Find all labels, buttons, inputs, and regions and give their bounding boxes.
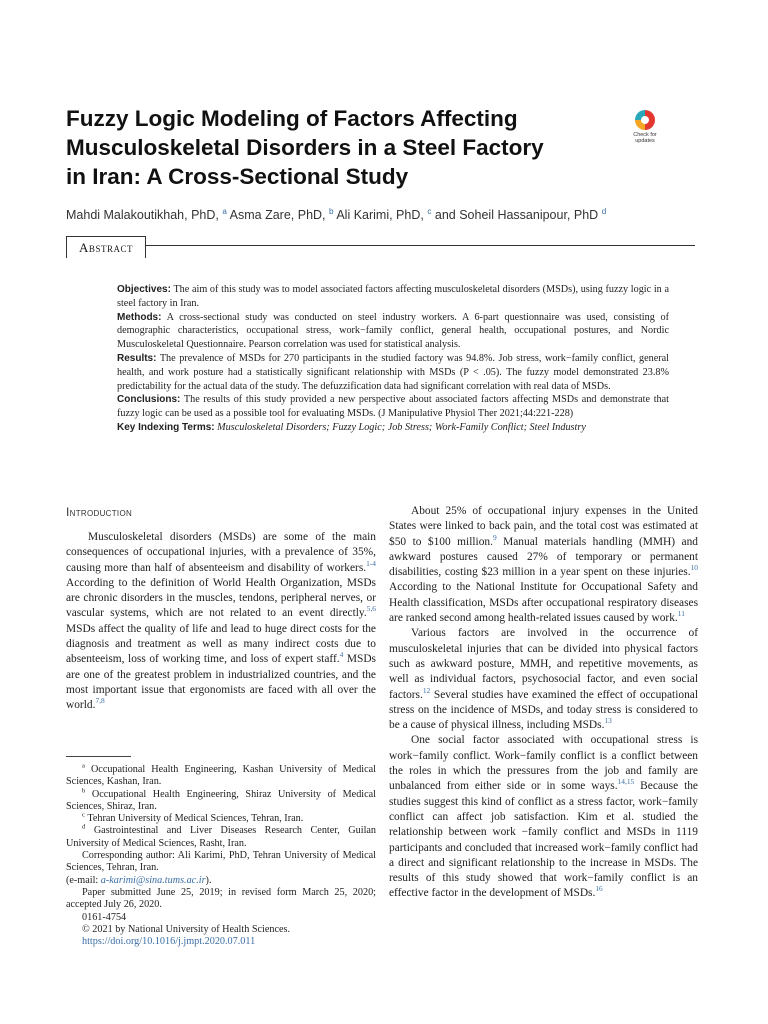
citation-link[interactable]: 13: [604, 716, 612, 726]
affiliation-footnote: $^a$ Occupational Health Engineering, Kashan University of Medical Sciences, Kashan, Iran.: [66, 762, 377, 788]
affiliation-footnote: $^c$ Tehran University of Medical Sciences, Tehran, Iran.: [82, 811, 304, 825]
paragraph: Various factors are involved in the occurrence of musculoskeletal injuries that can be divided into physical factors such as awkward posture, MMH, and repetitive movements, as well as individual factors, psychosocial factor, and even social factors.$^{12}$ Several studies have examined the effect of occupational stress on the incidence of MSDs, and today stress is considered to be a cause of physical illness, including MSDs.$^{13}$: [389, 627, 698, 732]
affiliation-marker[interactable]: a: [222, 206, 227, 216]
citation-link[interactable]: 12: [422, 685, 431, 695]
left-column: [66, 530, 376, 714]
footnote-divider: [66, 756, 131, 757]
affiliation-marker[interactable]: d: [601, 206, 607, 216]
citation-link[interactable]: 10: [690, 563, 698, 573]
title-line: Fuzzy Logic Modeling of Factors Affecting: [66, 106, 518, 131]
affiliation-marker[interactable]: c: [427, 206, 432, 216]
citation-link[interactable]: 1-4: [366, 558, 376, 568]
submission-dates: Paper submitted June 25, 2019; in revised form March 25, 2020; accepted July 26, 2020.: [66, 886, 376, 911]
citation-link[interactable]: 11: [677, 609, 685, 619]
abstract-objectives: Objectives: The aim of this study was to model associated factors affecting musculoskeletal disorders (MSDs), using fuzzy logic in a steel factory in Iran.: [117, 284, 669, 309]
check-for-updates-icon: [635, 110, 655, 130]
author-name: and Soheil Hassanipour, PhD: [434, 208, 599, 222]
title-line: in Iran: A Cross-Sectional Study: [66, 164, 409, 189]
copyright: © 2021 by National University of Health Sciences.: [82, 923, 291, 935]
badge-caption: Check for updates: [633, 132, 657, 144]
affiliation-marker[interactable]: b: [329, 206, 334, 216]
citation-link[interactable]: 4: [339, 650, 344, 660]
affiliation-footnote: $^d$ Gastrointestinal and Liver Diseases Research Center, Guilan University of Medical Sciences, Rasht, Iran.: [66, 824, 377, 849]
paragraph: About 25% of occupational injury expenses in the United States were linked to back pain, and the total cost was estimated at $50 to $100 million.$^9$ Manual materials handling (MMH) and awkward postures caused 27% of temporary or permanent disabilities, costing $23 million in a year spent on these injuries.$^{10}$ According to the National Institute for Occupational Safety and Health classification, MSDs after occupational respiratory diseases are ranked second among health-related issues caused by work.$^{11}$: [389, 505, 698, 625]
corresponding-author: Corresponding author: Ali Karimi, PhD, Tehran University of Medical Sciences, Tehran, Iran.: [66, 850, 376, 874]
abstract-body: [117, 283, 669, 435]
doi-link[interactable]: https://doi.org/10.1016/j.jmpt.2020.07.011: [82, 936, 256, 948]
footnotes: [66, 764, 376, 948]
paragraph: Musculoskeletal disorders (MSDs) are some of the main consequences of occupational injuries, with a prevalence of 35%, causing more than half of absenteeism and disability of workers.$^{1-4}$ According to the definition of World Health Organization, MSDs are chronic disorders in the muscles, tendons, peripheral nerves, or vascular systems, which are not related to an event directly.$^{5,6}$ MSDs affect the quality of life and lead to huge direct costs for the diagnosis and treatment as well as many indirect costs due to absenteeism, loss of working time, and loss of expert staff.$^4$ MSDs are one of the greatest problem in industrialized countries, and the most important issue that ergonomists are faced with all over the world.$^{7,8}$: [66, 531, 376, 712]
author-name: Ali Karimi, PhD,: [336, 208, 424, 222]
abstract-conclusions: Conclusions: The results of this study provided a new perspective about associated factors affecting MSDs and demonstrate that fuzzy logic can be used as a possible tool for evaluating MSDs. (J Manipulative Physiol Ther 2021;44:221-228): [117, 394, 669, 420]
email-link[interactable]: a-karimi@sina.tums.ac.ir: [100, 874, 206, 886]
corresponding-email: (e-mail: a-karimi@sina.tums.ac.ir).: [66, 874, 212, 886]
title-line: Musculoskeletal Disorders in a Steel Factory: [66, 135, 544, 160]
citation-link[interactable]: 14,15: [617, 777, 635, 787]
issn: 0161-4754: [82, 911, 127, 923]
abstract-divider: [146, 245, 695, 246]
section-heading-introduction: Introduction: [66, 505, 133, 519]
citation-link[interactable]: 5,6: [366, 604, 376, 614]
citation-link[interactable]: 9: [492, 532, 497, 542]
author-name: Asma Zare, PhD,: [229, 208, 326, 222]
paragraph: One social factor associated with occupational stress is work−family conflict. Work−family conflict is a conflict between the roles in which the pressures from the job and family are unbalanced from either side or in some ways.$^{14,15}$ Because the studies suggest this kind of conflict as a stress factor, work−family conflict can affect job satisfaction. Kim et al. studied the relationship between work −family conflict and MSDs in 1119 participants and concluded that increased work−family conflict had a direct and significant relationship to the increase in MSDs. The results of this study showed that work−family conflict is an effective factor in the development of MSDs.$^{16}$: [389, 734, 698, 900]
article-title: [66, 104, 626, 191]
citation-link[interactable]: 7,8: [95, 696, 105, 706]
abstract-keywords: Key Indexing Terms: Musculoskeletal Disorders; Fuzzy Logic; Job Stress; Work-Family Conflict; Steel Industry: [117, 421, 586, 433]
right-column: [389, 504, 698, 902]
abstract-heading: Abstract: [66, 236, 146, 258]
author-name: Mahdi Malakoutikhah, PhD,: [66, 208, 219, 222]
affiliation-footnote: $^b$ Occupational Health Engineering, Shiraz University of Medical Sciences, Shiraz, Iran.: [66, 787, 377, 812]
author-list: [66, 208, 606, 222]
check-for-updates-badge[interactable]: [630, 110, 660, 146]
abstract-results: Results: The prevalence of MSDs for 270 participants in the studied factory was 94.8%. Job stress, work−family conflict, general health, and work posture had a statistically significant relationship with MSDs (P < .05). The fuzzy model demonstrated 23.8% predictability for the actual data of the study. The defuzzification data had significant correlation with real data of MSDs.: [117, 352, 669, 392]
abstract-methods: Methods: A cross-sectional study was conducted on steel industry workers. A 6-part questionnaire was used, consisting of demographic characteristics, occupational stress, work−family conflict, general health, occupational postures, and Nordic Musculoskeletal Questionnaire. Pearson correlation was used for statistical analysis.: [117, 311, 669, 351]
citation-link[interactable]: 16: [595, 884, 603, 894]
